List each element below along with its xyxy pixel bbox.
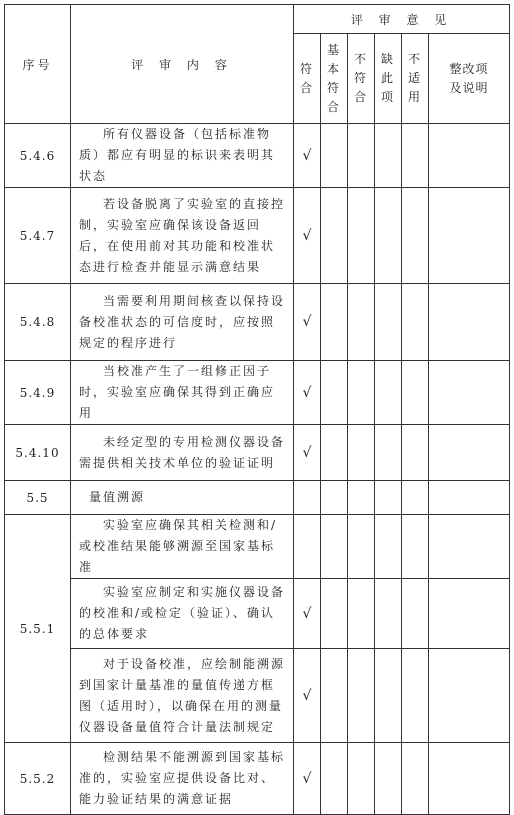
table-row	[5, 124, 510, 188]
col-header-nonconform: 不 符 合	[348, 34, 375, 124]
row-content: 若设备脱离了实验室的直接控制，实验室应确保该设备返回后，在使用前对其功能和校准状态进行检查并能显示满意结果	[71, 188, 294, 284]
row-seq: 5.5	[5, 481, 71, 515]
col-header-missing: 缺 此 项	[375, 34, 402, 124]
row-seq: 5.5.1	[5, 515, 71, 743]
check-mark: √	[294, 579, 321, 649]
check-mark: √	[294, 188, 321, 284]
col-header-rectification: 整改项 及说明	[429, 34, 510, 124]
table-row	[5, 284, 510, 361]
check-mark: √	[294, 124, 321, 188]
check-mark: √	[294, 743, 321, 815]
seq-header: 序号	[5, 5, 71, 124]
row-seq: 5.4.8	[5, 284, 71, 361]
table-row	[5, 649, 510, 743]
row-content: 当校准产生了一组修正因子时，实验室应确保其得到正确应用	[71, 361, 294, 425]
table-row	[5, 188, 510, 284]
row-seq: 5.4.7	[5, 188, 71, 284]
row-content: 量值溯源	[71, 481, 294, 515]
row-content: 当需要利用期间核查以保持设备校准状态的可信度时，应按照规定的程序进行	[71, 284, 294, 361]
row-seq: 5.4.6	[5, 124, 71, 188]
row-content: 实验室应制定和实施仪器设备的校准和/或检定（验证）、确认的总体要求	[71, 579, 294, 649]
table-row	[5, 743, 510, 815]
check-mark: √	[294, 361, 321, 425]
review-table	[4, 4, 510, 815]
check-mark: √	[294, 425, 321, 481]
table-row	[5, 361, 510, 425]
row-seq: 5.4.9	[5, 361, 71, 425]
row-content: 对于设备校准，应绘制能溯源到国家计量基准的量值传递方框图（适用时），以确保在用的测量仪器设备量值符合计量法制规定	[71, 649, 294, 743]
opinion-group-header: 评 审 意 见	[294, 5, 510, 34]
check-mark: √	[294, 284, 321, 361]
row-content: 未经定型的专用检测仪器设备需提供相关技术单位的验证证明	[71, 425, 294, 481]
table-row	[5, 579, 510, 649]
row-seq: 5.4.10	[5, 425, 71, 481]
row-content: 所有仪器设备（包括标准物质）都应有明显的标识来表明其状态	[71, 124, 294, 188]
row-content: 实验室应确保其相关检测和/或校准结果能够溯源至国家基标准	[71, 515, 294, 579]
row-seq: 5.5.2	[5, 743, 71, 815]
table-row	[5, 425, 510, 481]
row-content: 检测结果不能溯源到国家基标准的，实验室应提供设备比对、能力验证结果的满意证据	[71, 743, 294, 815]
col-header-not-applicable: 不 适 用	[402, 34, 429, 124]
content-header: 评 审 内 容	[71, 5, 294, 124]
col-header-conform: 符 合	[294, 34, 321, 124]
col-header-basic-conform: 基 本 符 合	[321, 34, 348, 124]
check-mark: √	[294, 649, 321, 743]
table-row	[5, 515, 510, 579]
table-row	[5, 481, 510, 515]
